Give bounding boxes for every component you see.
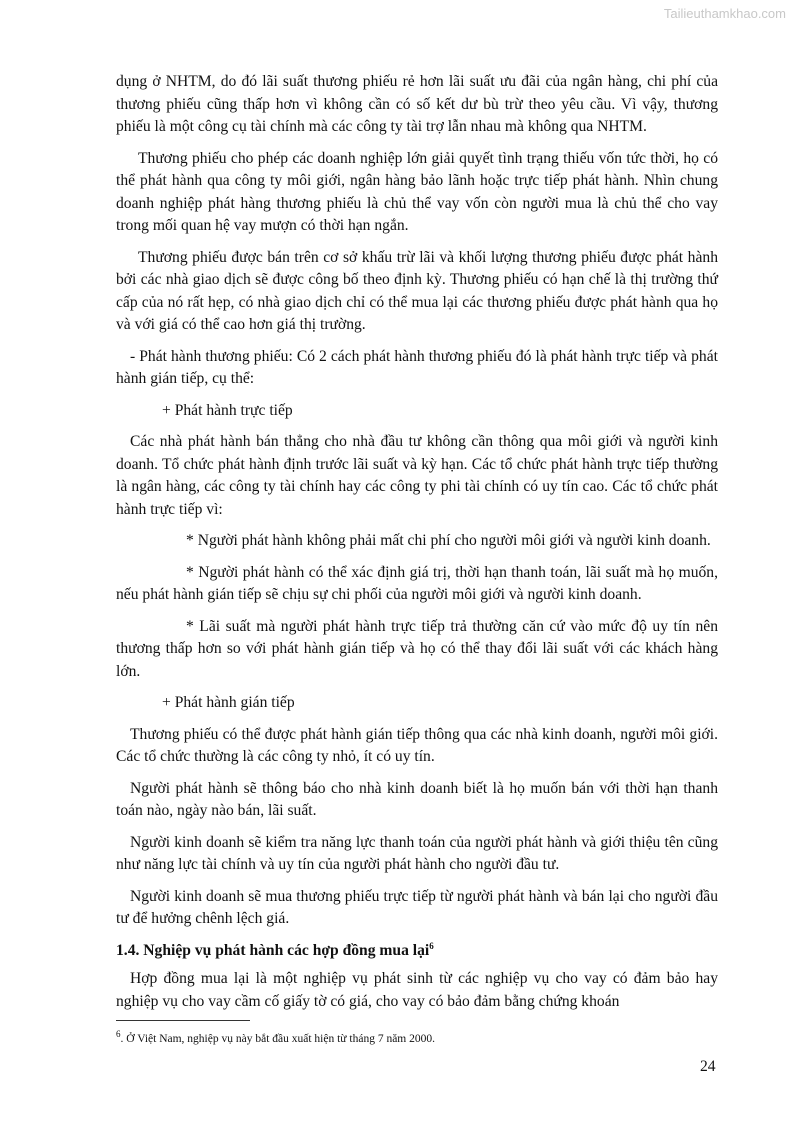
footnote <box>116 1029 718 1047</box>
paragraph-4: - Phát hành thương phiếu: Có 2 cách phát hành thương phiếu đó là phát hành trực tiếp và phát hành gián tiếp, cụ thể: <box>116 347 718 387</box>
footnote-marker: 6 <box>116 1029 121 1040</box>
section-heading-text: 1.4. Nghiệp vụ phát hành các hợp đồng mua lại <box>116 941 430 959</box>
paragraph-12: Người phát hành sẽ thông báo cho nhà kinh doanh biết là họ muốn bán với thời hạn thanh toán nào, ngày nào bán, lãi suất. <box>116 779 718 819</box>
section-paragraph: Hợp đồng mua lại là một nghiệp vụ phát sinh từ các nghiệp vụ cho vay có đảm bảo hay nghiệp vụ cho vay cầm cố giấy tờ có giá, cho vay có bảo đảm bằng chứng khoán <box>116 970 718 1010</box>
paragraph-3: Thương phiếu được bán trên cơ sở khấu trừ lãi và khối lượng thương phiếu được phát hành bởi các nhà giao dịch sẽ được công bố theo định kỳ. Thương phiếu có hạn chế là thị trường thứ cấp của nó rất hẹp, có nhà giao dịch chỉ có thể mua lại các thương phiếu được phát hành qua họ và với giá có thể cao hơn giá thị trường. <box>116 248 718 333</box>
watermark: Tailieuthamkhao.com <box>663 6 786 21</box>
paragraph-2: Thương phiếu cho phép các doanh nghiệp lớn giải quyết tình trạng thiếu vốn tức thời, họ có thể phát hành qua công ty môi giới, ngân hàng bảo lãnh hoặc trực tiếp phát hành. Nhìn chung doanh nghiệp phát hàng thương phiếu là chủ thể vay vốn còn người mua là chủ thể cho vay trong mối quan hệ vay mượn có thời hạn ngắn. <box>116 149 718 234</box>
paragraph-6: Các nhà phát hành bán thẳng cho nhà đầu tư không cần thông qua môi giới và người kinh doanh. Tổ chức phát hành định trước lãi suất và kỳ hạn. Các tổ chức phát hành trực tiếp thường là ngân hàng, các công ty tài chính hay các công ty phi tài chính có uy tín cao. Các tổ chức phát hành trực tiếp vì: <box>116 433 718 518</box>
page-body <box>116 71 718 1022</box>
footnote-text: . Ở Việt Nam, nghiệp vụ này bắt đầu xuất hiện từ tháng 7 năm 2000. <box>120 1033 435 1045</box>
paragraph-14: Người kinh doanh sẽ mua thương phiếu trực tiếp từ người phát hành và bán lại cho người đầu tư để hưởng chênh lệch giá. <box>116 887 718 927</box>
paragraph-1: dụng ở NHTM, do đó lãi suất thương phiếu rẻ hơn lãi suất ưu đãi của ngân hàng, chi phí của thương phiếu cũng thấp hơn vì không cần có số kết dư bù trừ theo yêu cầu. Vì vậy, thương phiếu là một công cụ tài chính mà các công ty tài trợ lẫn nhau mà không qua NHTM. <box>116 73 718 135</box>
bullet-2: * Người phát hành có thể xác định giá trị, thời hạn thanh toán, lãi suất mà họ muốn, nếu phát hành gián tiếp sẽ chịu sự chi phối của người môi giới và người kinh doanh. <box>116 563 718 603</box>
footnote-reference[interactable]: 6 <box>429 940 434 951</box>
subheading-direct: + Phát hành trực tiếp <box>162 401 293 419</box>
bullet-3: * Lãi suất mà người phát hành trực tiếp trả thường căn cứ vào mức độ uy tín nên thương thấp hơn so với phát hành gián tiếp và họ có thể thay đổi lãi suất với các khách hàng lớn. <box>116 617 718 680</box>
section-heading <box>116 940 718 963</box>
paragraph-13: Người kinh doanh sẽ kiểm tra năng lực thanh toán của người phát hành và giới thiệu tên cũng như năng lực tài chính và uy tín của người phát hành cho người đầu tư. <box>116 833 718 873</box>
paragraph-11: Thương phiếu có thể được phát hành gián tiếp thông qua các nhà kinh doanh, người môi giới. Các tổ chức thường là các công ty nhỏ, ít có uy tín. <box>116 725 718 765</box>
footnote-divider <box>116 1020 250 1021</box>
bullet-1: * Người phát hành không phải mất chi phí cho người môi giới và người kinh doanh. <box>186 532 711 549</box>
page-number: 24 <box>700 1058 716 1075</box>
subheading-indirect: + Phát hành gián tiếp <box>162 694 295 711</box>
